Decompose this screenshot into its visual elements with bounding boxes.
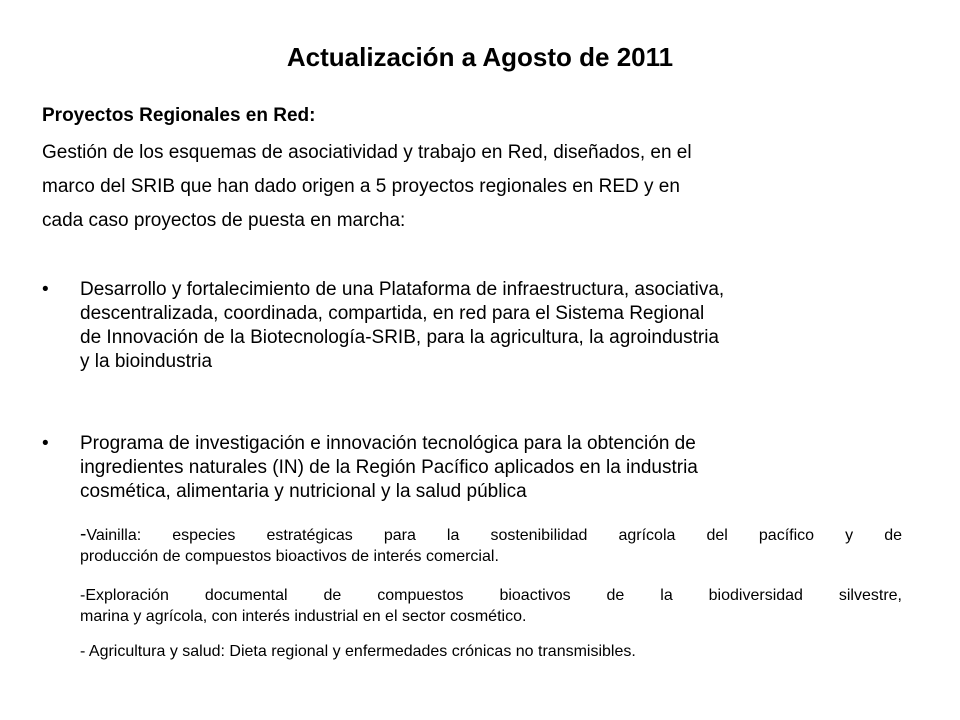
sub-item-vainilla	[80, 524, 902, 567]
intro-paragraph	[42, 136, 902, 238]
intro-line: marco del SRIB que han dado origen a 5 proyectos regionales en RED y en	[42, 176, 680, 197]
intro-line: Gestión de los esquemas de asociatividad y trabajo en Red, diseñados, en el	[42, 142, 692, 163]
bullet-marker: •	[42, 279, 49, 300]
sub-item-prefix: -	[80, 524, 87, 545]
bullet-marker: •	[42, 433, 49, 454]
bullet-line: ingredientes naturales (IN) de la Región Pacífico aplicados en la industria	[80, 457, 698, 478]
bullet-line: de Innovación de la Biotecnología-SRIB, para la agricultura, la agroindustria	[80, 327, 719, 348]
bullet-item-program	[42, 432, 902, 504]
sub-item-line: - Agricultura y salud: Dieta regional y enfermedades crónicas no transmisibles.	[80, 643, 636, 660]
bullet-text	[80, 432, 902, 504]
bullet-text	[80, 278, 902, 374]
section-heading: Proyectos Regionales en Red:	[42, 105, 316, 126]
sub-item-line	[80, 524, 902, 546]
intro-line: cada caso proyectos de puesta en marcha:	[42, 210, 406, 231]
bullet-item-platform	[42, 278, 902, 374]
sub-item-line: producción de compuestos bioactivos de interés comercial.	[80, 548, 499, 565]
bullet-line: cosmética, alimentaria y nutricional y la salud pública	[80, 481, 527, 502]
sub-item-agricultura	[80, 641, 902, 662]
sub-item-exploracion	[80, 585, 902, 627]
bullet-line: Desarrollo y fortalecimiento de una Plataforma de infraestructura, asociativa,	[80, 279, 725, 300]
bullet-line: descentralizada, coordinada, compartida, en red para el Sistema Regional	[80, 303, 705, 324]
bullet-line: Programa de investigación e innovación tecnológica para la obtención de	[80, 433, 696, 454]
page-title: Actualización a Agosto de 2011	[286, 42, 674, 72]
sub-item-line: -Exploración documental de compuestos bioactivos de la biodiversidad silvestre,	[80, 587, 902, 604]
bullet-line: y la bioindustria	[80, 351, 213, 372]
sub-item-text: Vainilla: especies estratégicas para la sostenibilidad agrícola del pacífico y de	[86, 527, 902, 544]
sub-item-line: marina y agrícola, con interés industrial en el sector cosmético.	[80, 608, 527, 625]
